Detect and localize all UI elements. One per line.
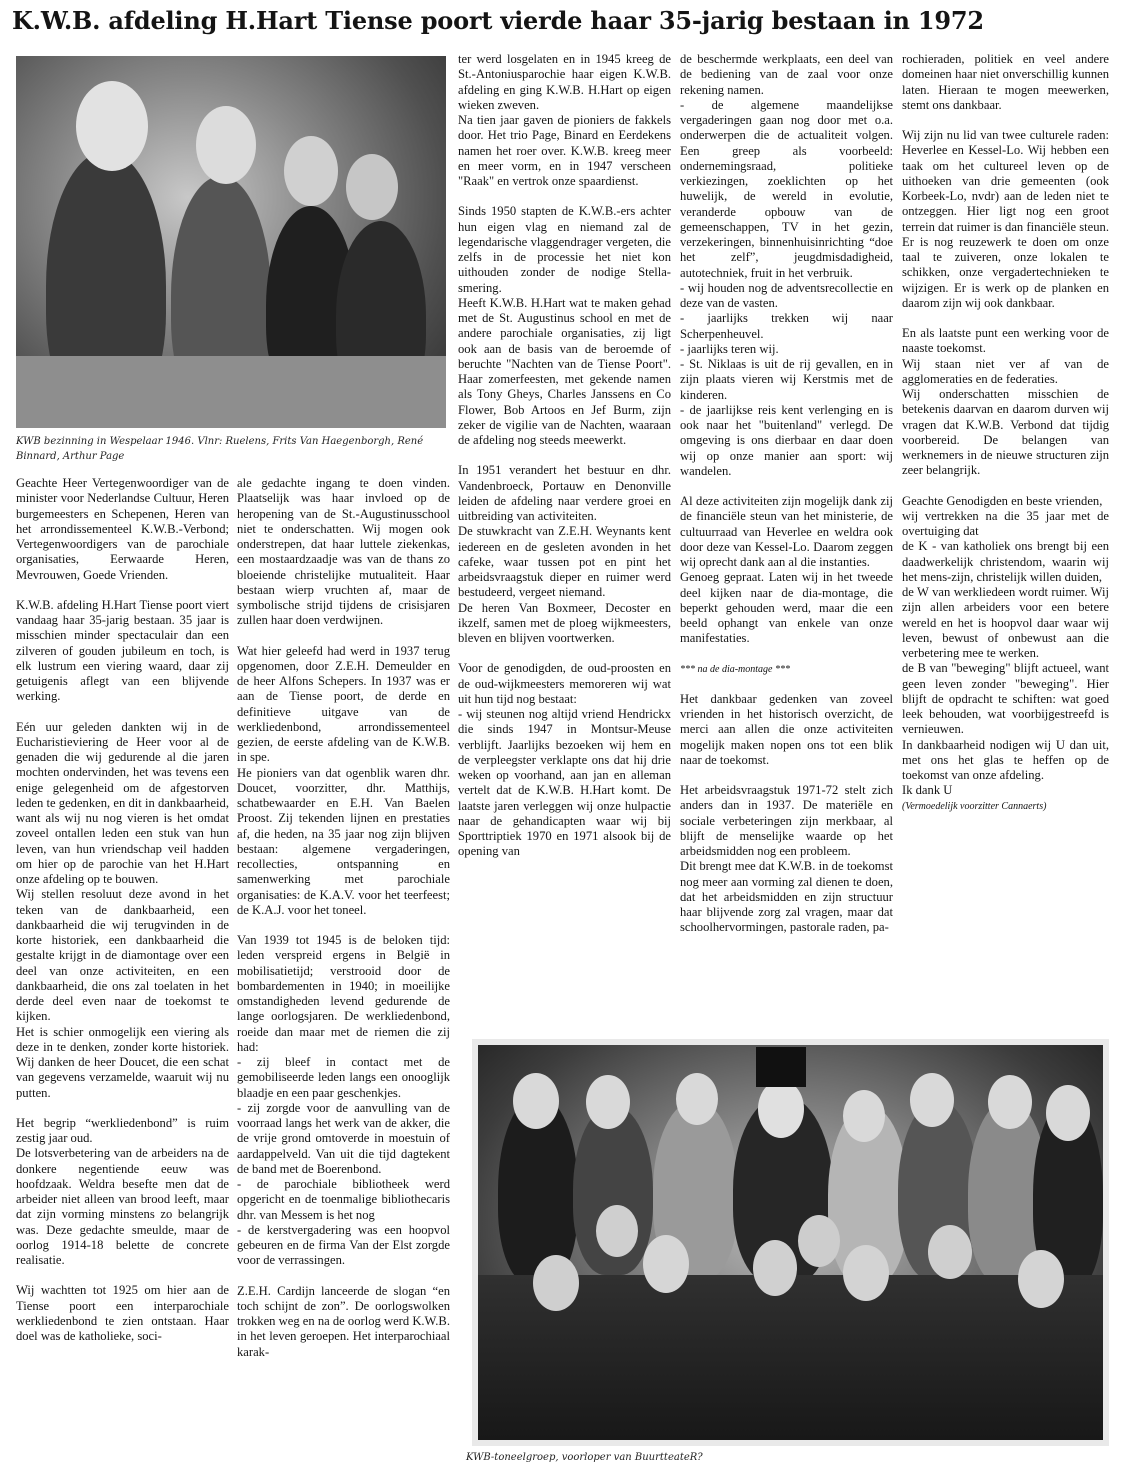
text-column-2 <box>237 476 450 1360</box>
paragraph: Heeft K.W.B. H.Hart wat te maken gehad met de St. Augustinus school en met de andere parochiale organisaties, zij ligt ook aan de basis van de beroemde of beruchte "Nachten van de Tiense Poort". Haar zomerfeesten, met gekende namen als Tony Gheys, Charles Janssens en Co Flower, Bob Artoos en Jef Burm, zijn zeker de vigilie van de Nachten, waaraan de afdeling nog steeds meewerkt. <box>458 295 671 447</box>
paragraph: Wij zijn nu lid van twee culturele raden: Heverlee en Kessel-Lo. Wij hebben een taak om het cultureel leven op de uithoeken van drie gemeenten (ook Korbeek-Lo, nvdr) aan de leden niet te ontzeggen. Hier ligt nog een groot terrein dat ruimer is dan financiële steun. Er is nog reuzewerk te doen om onze taal te zuiveren, onze lokalen te schikken, onze vergadertechnieken te wijzigen. Er is werk op de planken en daarom zijn wij ook dankbaar. <box>902 128 1109 310</box>
paragraph: Het is schier onmogelijk een viering als deze in te denken, zonder korte historiek. Wij danken de heer Doucet, die een schat van gegevens verzamelde, waaruit wij nu putten. <box>16 1024 229 1100</box>
group-photo-theatre <box>478 1045 1103 1440</box>
paragraph: Sinds 1950 stapten de K.W.B.-ers achter hun eigen vlag en niemand zal de legendarische vlaggendrager vergeten, die zelfs in de processie het niet kon uithouden zonder de nodige Stella-smering. <box>458 204 671 295</box>
paragraph: In dankbaarheid nodigen wij U dan uit, met ons het glas te heffen op de toekomst van onze afdeling. <box>902 737 1109 782</box>
paragraph: wij vertrekken na die 35 jaar met de overtuiging dat <box>902 508 1109 538</box>
paragraph: de B van "beweging" blijft actueel, want geen leven zonder "beweging". Hier blijft de opdracht te schiften: wat goed leek behouden, wat voorbijgestreefd is vernieuwen. <box>902 661 1109 737</box>
paragraph: - de algemene maandelijkse vergaderingen gaan nog door met o.a. onderwerpen die de actualiteit volgen. Een greep als voorbeeld: ondernemingsraad, politieke verkiezingen, zoeklichten op het huwelijk, de wereld in evolutie, veranderde opbouw van de gemeenschappen, TV in het gezin, verzekeringen, binnenhuisinrichting “doe het zelf”, jeugdmisdadigheid, autotechniek, fruit in het verbruik. <box>680 97 893 280</box>
paragraph: - zij bleef in contact met de gemobiliseerde leden langs een onooglijk blaadje en een paar geschenkjes. <box>237 1055 450 1100</box>
text-column-5 <box>902 52 1109 814</box>
paragraph: Al deze activiteiten zijn mogelijk dank zij de financiële steun van het ministerie, de cultuurraad van Heverlee en weldra ook door deze van Kessel-Lo. Daarom zeggen wij oprecht dank aan al die instanties. <box>680 494 893 569</box>
photo-caption-wespelaar: KWB bezinning in Wespelaar 1946. Vlnr: Ruelens, Frits Van Haegenborgh, René Binnard, Arthur Page <box>16 436 424 462</box>
group-photo-wespelaar <box>16 56 446 428</box>
paragraph: - jaarlijks trekken wij naar Scherpenheuvel. <box>680 311 893 341</box>
paragraph: De heren Van Boxmeer, Decoster en ikzelf, samen met de ploeg wijkmeesters, bleven en blijven voortwerken. <box>458 600 671 645</box>
paragraph: He pioniers van dat ogenblik waren dhr. Doucet, voorzitter, dhr. Matthijs, schatbewaarder en E.H. Van Baelen Proost. Zij tekenden lijnen en prestaties af, die heden, na 35 jaar nog zijn blijven bestaan: algemene vergaderingen, recollecties, ontspanning en samenwerking met parochiale organisaties: de K.A.V. voor het teerfeest; de K.A.J. voor het toneel. <box>237 765 450 917</box>
paragraph: - de kerstvergadering was een hoopvol gebeuren en de firma Van der Elst zorgde voor de verrassingen. <box>237 1222 450 1268</box>
signature-note: (Vermoedelijk voorzitter Cannaerts) <box>902 800 1047 812</box>
paragraph: Geachte Heer Vertegenwoordiger van de minister voor Nederlandse Cultuur, Heren burgemeesters en Schepenen, Heren van het arrondissementeel K.W.B.-Verbond; Vertegenwoordigers van de parochiale organisaties, Eerwaarde Heren, Mevrouwen, Goede Vrienden. <box>16 476 229 582</box>
paragraph: En als laatste punt een werking voor de naaste toekomst. <box>902 326 1109 356</box>
paragraph: Het begrip “werkliedenbond” is ruim zestig jaar oud. <box>16 1115 229 1145</box>
paragraph: de K - van katholiek ons brengt bij een daadwerkelijk christendom, waarin wij het mens-zijn, christelijk willen duiden, <box>902 539 1109 584</box>
paragraph: Dit brengt mee dat K.W.B. in de toekomst nog meer aan vorming zal dienen te doen, dat het arbeidsmidden en zijn structuur haar blijvende zorg zal vragen, maar dat schoolhervormingen, pastorale raden, pa- <box>680 859 893 935</box>
paragraph: Ik dank U <box>902 783 953 798</box>
paragraph: Z.E.H. Cardijn lanceerde de slogan “en toch schijnt de zon”. De oorlogswolken trokken weg en na de oorlog werd K.W.B. in het leven geroepen. Het interparochiaal karak- <box>237 1283 450 1359</box>
paragraph: - de parochiale bibliotheek werd opgericht en de toenmalige bibliothecaris dhr. van Messem is het nog <box>237 1177 450 1222</box>
paragraph: In 1951 verandert het bestuur en dhr. Vandenbroeck, Portauw en Denonville leiden de afdeling naar verdere groei en uitbreiding van activiteiten. <box>458 463 671 523</box>
paragraph: K.W.B. afdeling H.Hart Tiense poort viert vandaag haar 35-jarig bestaan. 35 jaar is misschien minder spectaculair dan een zilveren of gouden jubileum en toch, is elk lustrum een viering waard, daar zij getuigenis aflegt van een blijvende werking. <box>16 597 229 704</box>
paragraph: ale gedachte ingang te doen vinden. Plaatselijk was haar invloed op de heropening van de St.-Augustinusschool niet te onderschatten. Wij mogen ook onderstrepen, dat haar luttele ziekenkas, een mostaardzaadje was van de thans zo bloeiende christelijke mutualiteit. Haar bestaan wierp vruchten af, maar de symbolische strijd tijdens de crisisjaren zullen haar doen verdwijnen. <box>237 476 450 628</box>
paragraph: Van 1939 tot 1945 is de beloken tijd: leden verspreid ergens in België in mobilisatietijd; verstrooid door de bombardementen in 1940; in moeilijke omstandigheden levend gedurende de lange oorlogsjaren. De werkliedenbond, roeide dan maar met de riemen die zij had: <box>237 933 450 1054</box>
text-column-4 <box>680 52 893 936</box>
paragraph: - jaarlijks teren wij. <box>680 341 779 356</box>
paragraph: Na tien jaar gaven de pioniers de fakkels door. Het trio Page, Binard en Eerdekens namen het roer over. K.W.B. kreeg meer en meer vorm, en in 1947 verscheen "Raak" en vertrok onze spaardienst. <box>458 113 671 188</box>
paragraph: - de jaarlijkse reis kent verlenging en is ook naar het "buitenland" verlegd. De omgeving is ons dierbaar en daar doen wij op onze manier aan sport: wij wandelen. <box>680 402 893 478</box>
article-title: K.W.B. afdeling H.Hart Tiense poort vierde haar 35-jarig bestaan in 1972 <box>12 6 984 35</box>
paragraph: - wij houden nog de adventsrecollectie en deze van de vasten. <box>680 280 893 310</box>
paragraph: Wij wachtten tot 1925 om hier aan de Tiense poort een interparochiale werkliedenbond te zien ontstaan. Haar doel was de katholieke, soci- <box>16 1283 229 1343</box>
paragraph: Het dankbaar gedenken van zoveel vrienden in het historisch overzicht, de merci aan allen die onze activiteiten mogelijk maken nopen ons tot een blik naar de toekomst. <box>680 691 893 767</box>
paragraph: - wij steunen nog altijd vriend Hendrickx die sinds 1947 in Montsur-Meuse verblijft. Jaarlijks bezoeken wij hem en de verpleegster verklapte ons dat hij drie weken op voorhand, aan jan en alleman vertelt dat de K.W.B. H.Hart komt. De laatste jaren verleggen wij onze hulpactie naar de gehandicapten waar wij bij Sporttriptiek 1970 en 1971 alsook bij de opening van <box>458 707 671 859</box>
paragraph: - St. Niklaas is uit de rij gevallen, en in zijn plaats vieren wij Kerstmis met de kinderen. <box>680 357 893 402</box>
paragraph: Eén uur geleden dankten wij in de Eucharistieviering de Heer voor al de genaden die wij gedurende al die jaren mochten ondervinden, het was tevens een enige gelegenheid om de afgestorven leden te gedenken, en dit in dankbaarheid, want als wij nu nog vieren is het omdat zoveel ontallen leden een stuk van hun leven, van hun vriendschap veil hadden om hier op de parochie van het H.Hart onze afdeling op te bouwen. <box>16 719 229 886</box>
paragraph: Wat hier geleefd had werd in 1937 terug opgenomen, door Z.E.H. Demeulder en de heer Alfons Schepers. In 1937 was er aan de Tiense poort, de derde en definitieve uitgave van de werkliedenbond, arrondissementeel gezien, de eerste afdeling van de K.W.B. in spe. <box>237 643 450 765</box>
photo-caption-theatre: KWB-toneelgroep, voorloper van BuurtteateR? <box>466 1452 703 1463</box>
paragraph: Voor de genodigden, de oud-proosten en de oud-wijkmeesters memoreren wij wat uit hun tijd nog bestaat: <box>458 661 671 706</box>
paragraph: De stuwkracht van Z.E.H. Weynants kent iedereen en de gesleten avonden in het cafeke, waar tussen pot en pint het arbeidsvraagstuk dieper en ruimer werd bestudeerd, vergeet niemand. <box>458 524 671 600</box>
paragraph: Het arbeidsvraagstuk 1971-72 stelt zich anders dan in 1937. De materiële en sociale verbeteringen zijn merkbaar, al blijft de menselijke waarde op het arbeidsmidden nog een probleem. <box>680 783 893 858</box>
paragraph: Genoeg gepraat. Laten wij in het tweede deel kijken naar de dia-montage, die beperkt gehouden werd, maar die een beeld ophangt van enkele van onze manifestaties. <box>680 570 893 646</box>
paragraph: Geachte Genodigden en beste vrienden, <box>902 493 1103 508</box>
paragraph: Wij staan niet ver af van de agglomeraties en de federaties. <box>902 356 1109 386</box>
paragraph: rochieraden, politiek en veel andere domeinen haar niet onverschillig kunnen laten. Hieraan te mogen meewerken, stemt ons dankbaar. <box>902 52 1109 112</box>
paragraph: Wij onderschatten misschien de betekenis daarvan en daarom durven wij vragen dat K.W.B. Verbond dat tijdig voorbereid. De belangen van werknemers in de nieuwe structuren zijn zeer belangrijk. <box>902 387 1109 478</box>
text-column-1 <box>16 476 229 1344</box>
paragraph: de W van werkliedeen wordt ruimer. Wij zijn allen arbeiders voor een betere wereld en het is hoopvol daar waar wij leven, bewust of onbewust aan die verbetering mee te werken. <box>902 585 1109 660</box>
paragraph: - zij zorgde voor de aanvulling van de voorraad langs het werk van de akker, die de vrije grond omtoverde in moestuin of aardappelveld. Van uit die tijd dagtekent de band met de Boerenbond. <box>237 1100 450 1176</box>
paragraph: Wij stellen resoluut deze avond in het teken van de dankbaarheid, een dankbaarheid die wij terugvinden in de korte historiek, een dankbaarheid die gestalte krijgt in de diamontage over een deel van onze activiteiten, en een dankbaarheid, die ons zal toelaten in het derde deel even naar de toekomst te kijken. <box>16 887 229 1024</box>
note: *** na de dia-montage *** <box>680 663 790 675</box>
text-column-3 <box>458 52 671 860</box>
paragraph: De lotsverbetering van de arbeiders na de donkere negentiende eeuw was hoofdzaak. Weldra besefte men dat de arbeider niet alleen van brood leeft, maar dat zijn vorming minstens zo belangrijk was. Deze gedachte smeulde, maar de oorlog 1914-18 belette de concrete realisatie. <box>16 1146 229 1267</box>
paragraph: ter werd losgelaten en in 1945 kreeg de St.-Antoniusparochie haar eigen K.W.B. afdeling en ging K.W.B. H.Hart op eigen wieken zweven. <box>458 52 671 112</box>
paragraph: de beschermde werkplaats, een deel van de bediening van de zaal voor onze rekening namen. <box>680 52 893 97</box>
